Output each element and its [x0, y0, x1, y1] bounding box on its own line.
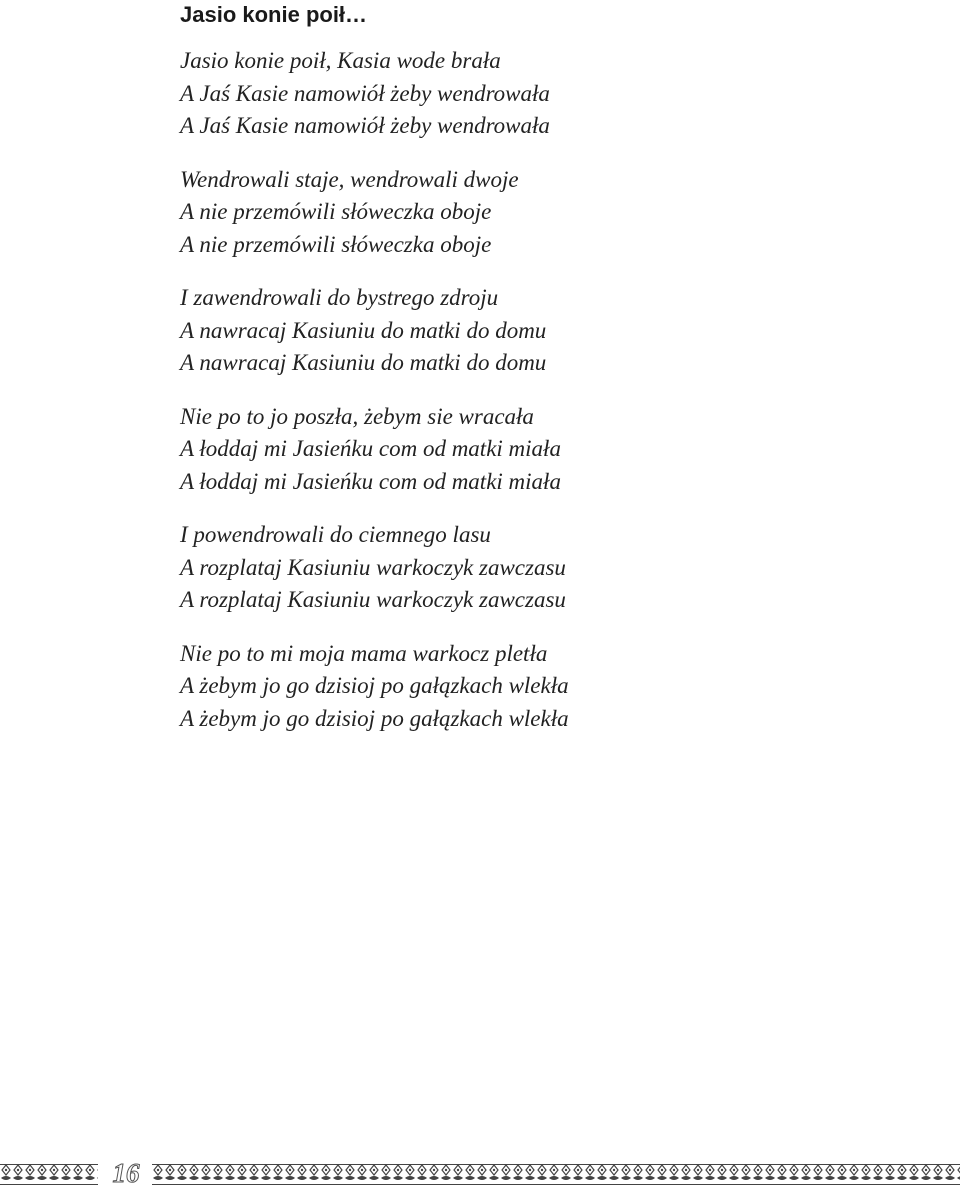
poem-line: A żebym jo go dzisioj po gałązkach wlekła	[180, 673, 569, 698]
page-number: 16	[112, 1158, 140, 1188]
poem-line: Wendrowali staje, wendrowali dwoje	[180, 166, 519, 192]
poem-line: Nie po to jo poszła, żebym sie wracała	[180, 403, 534, 429]
stanza	[180, 164, 920, 262]
poem-line: Nie po to mi moja mama warkocz pletła	[180, 640, 548, 666]
poem-line: I powendrowali do ciemnego lasu	[180, 522, 491, 547]
stanza	[180, 45, 920, 143]
poem-line: A nie przemówili słóweczka oboje	[180, 231, 492, 257]
page-footer	[0, 1158, 960, 1188]
poem	[180, 45, 920, 756]
stanza	[180, 519, 920, 617]
stanza	[180, 282, 920, 380]
poem-line: A rozplataj Kasiuniu warkoczyk zawczasu	[180, 554, 566, 580]
song-title: Jasio konie poił…	[180, 2, 368, 27]
poem-line: Jasio konie poił, Kasia wode brała	[180, 48, 501, 73]
poem-line: A łoddaj mi Jasieńku com od matki miała	[180, 436, 561, 461]
stanza	[180, 401, 920, 499]
folk-ornament-border-icon	[0, 1164, 98, 1186]
poem-line: A łoddaj mi Jasieńku com od matki miała	[180, 468, 561, 494]
poem-line: A nawracaj Kasiuniu do matki do domu	[180, 350, 547, 375]
folk-ornament-border-icon	[152, 1164, 960, 1186]
stanza	[180, 638, 920, 736]
poem-line: A żebym jo go dzisioj po gałązkach wlekła	[180, 705, 569, 731]
poem-line: A nawracaj Kasiuniu do matki do domu	[180, 317, 547, 343]
poem-line: I zawendrowali do bystrego zdroju	[180, 285, 499, 310]
poem-line: A nie przemówili słóweczka oboje	[180, 199, 492, 224]
poem-line: A Jaś Kasie namowiół żeby wendrowała	[180, 113, 550, 138]
poem-line: A Jaś Kasie namowiół żeby wendrowała	[180, 80, 550, 106]
poem-line: A rozplataj Kasiuniu warkoczyk zawczasu	[180, 587, 566, 612]
